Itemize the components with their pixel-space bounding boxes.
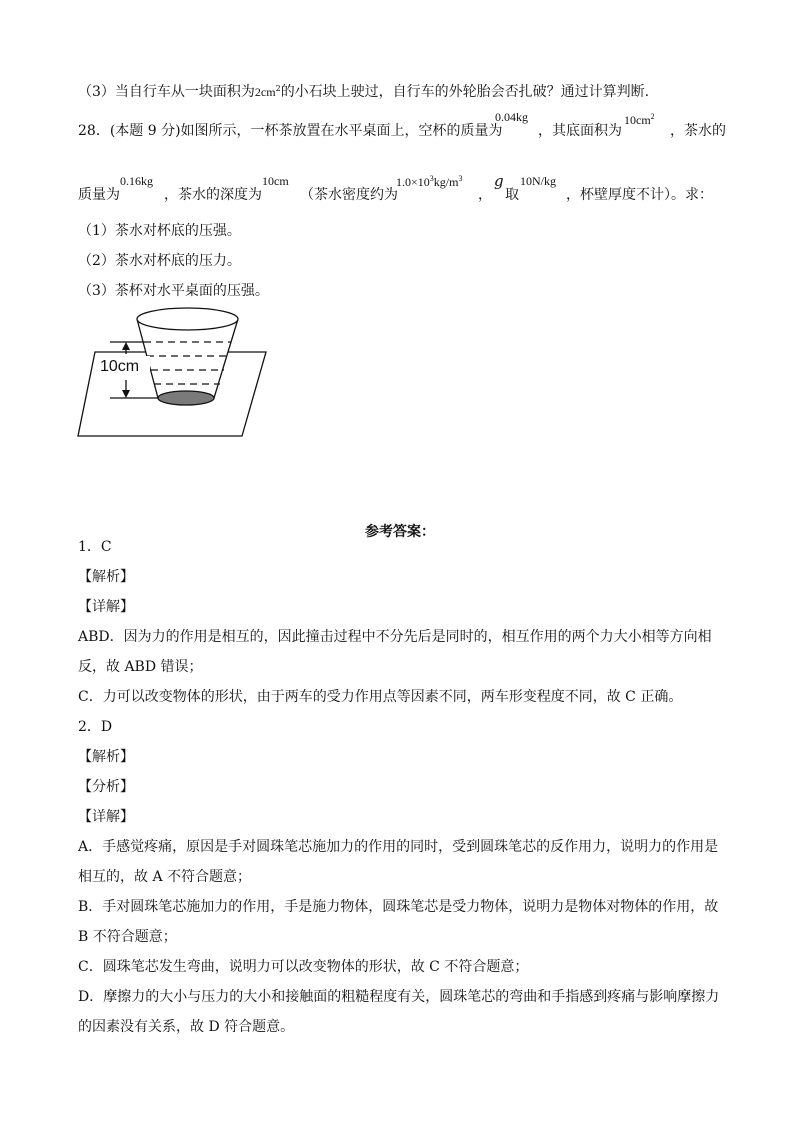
q28-qu: 取 <box>505 187 519 203</box>
q28-line2-b: ，茶水的深度为 <box>164 187 262 203</box>
answer-line: 2．D <box>78 719 113 735</box>
answer-line: 【解析】 <box>78 749 134 765</box>
q28-item-2: （2）茶水对杯底的压力。 <box>78 253 241 269</box>
answer-line: ABD．因为力的作用是相互的，因此撞击过程中不分先后是同时的，相互作用的两个力大小相等方向相 <box>78 629 712 645</box>
answer-line: B 不符合题意； <box>78 929 177 945</box>
answer-line: 【详解】 <box>78 809 134 825</box>
q28-cup-mass: 0.04kg <box>495 110 528 124</box>
answer-line: D．摩擦力的大小与压力的大小和接触面的粗糙程度有关，圆珠笔芯的弯曲和手指感到疼痛与影响摩擦力 <box>78 989 720 1005</box>
q27-part3-text-b: 的小石块上驶过，自行车的外轮胎会否扎破？通过计算判断. <box>280 84 650 100</box>
q28-line2-a: 质量为 <box>78 187 120 203</box>
figure-depth-label: 10cm <box>100 358 140 375</box>
answer-line: 相互的，故 A 不符合题意； <box>78 869 252 885</box>
answer-line: C．力可以改变物体的形状，由于两车的受力作用点等因素不同，两车形变程度不同，故 C 正确。 <box>78 689 683 705</box>
q28-g-value: 10N/kg <box>520 174 556 188</box>
answer-line: 的因素没有关系，故 D 符合题意。 <box>78 1019 295 1035</box>
q28-intro-c: ，茶水的 <box>670 123 726 139</box>
q28-tea-mass: 0.16kg <box>120 174 153 188</box>
q28-intro-b: ，其底面积为 <box>538 123 622 139</box>
q28-g-symbol: g <box>494 172 504 190</box>
q28-comma: ， <box>478 187 492 203</box>
answer-line: 【分析】 <box>78 779 134 795</box>
answers-heading: 参考答案： <box>365 524 435 540</box>
q28-density: $1.0\times 10^3kg/m^3$ <box>396 174 463 189</box>
q28-item-3: （3）茶杯对水平桌面的压强。 <box>78 283 269 299</box>
answer-line: B．手对圆珠笔芯施加力的作用，手是施力物体，圆珠笔芯是受力物体，说明力是物体对物体的作用，故 <box>78 899 719 915</box>
dim-arrow-up <box>122 342 130 350</box>
cup-bottom <box>158 391 214 405</box>
q28-item-1: （1）茶水对杯底的压强。 <box>78 223 241 239</box>
q27-area-sup: 2 <box>275 84 281 93</box>
answer-line: 1．C <box>78 539 112 555</box>
q28-intro-a: 28．(本题 9 分)如图所示，一杯茶放置在水平桌面上，空杯的质量为 <box>78 123 503 139</box>
answer-line: A．手感觉疼痛，原因是手对圆珠笔芯施加力的作用的同时，受到圆珠笔芯的反作用力，说明力的作用是 <box>78 839 719 855</box>
answer-line: 【解析】 <box>78 569 134 585</box>
q27-area-value: 2cm <box>254 85 276 99</box>
answer-line: 反，故 ABD 错误； <box>78 659 203 675</box>
answer-line: 【详解】 <box>78 599 134 615</box>
q28-line2-d: ，杯壁厚度不计）。求： <box>566 187 713 203</box>
q28-depth: 10cm <box>262 174 289 188</box>
q27-part3-text-a: （3）当自行车从一块面积为 <box>78 84 255 100</box>
answer-line: C．圆珠笔芯发生弯曲，说明力可以改变物体的形状，故 C 不符合题意； <box>78 959 529 975</box>
q28-area: $10cm^2$ <box>624 112 655 127</box>
cup-rim <box>137 308 238 330</box>
q28-line2-c: （茶水密度约为 <box>300 187 398 203</box>
